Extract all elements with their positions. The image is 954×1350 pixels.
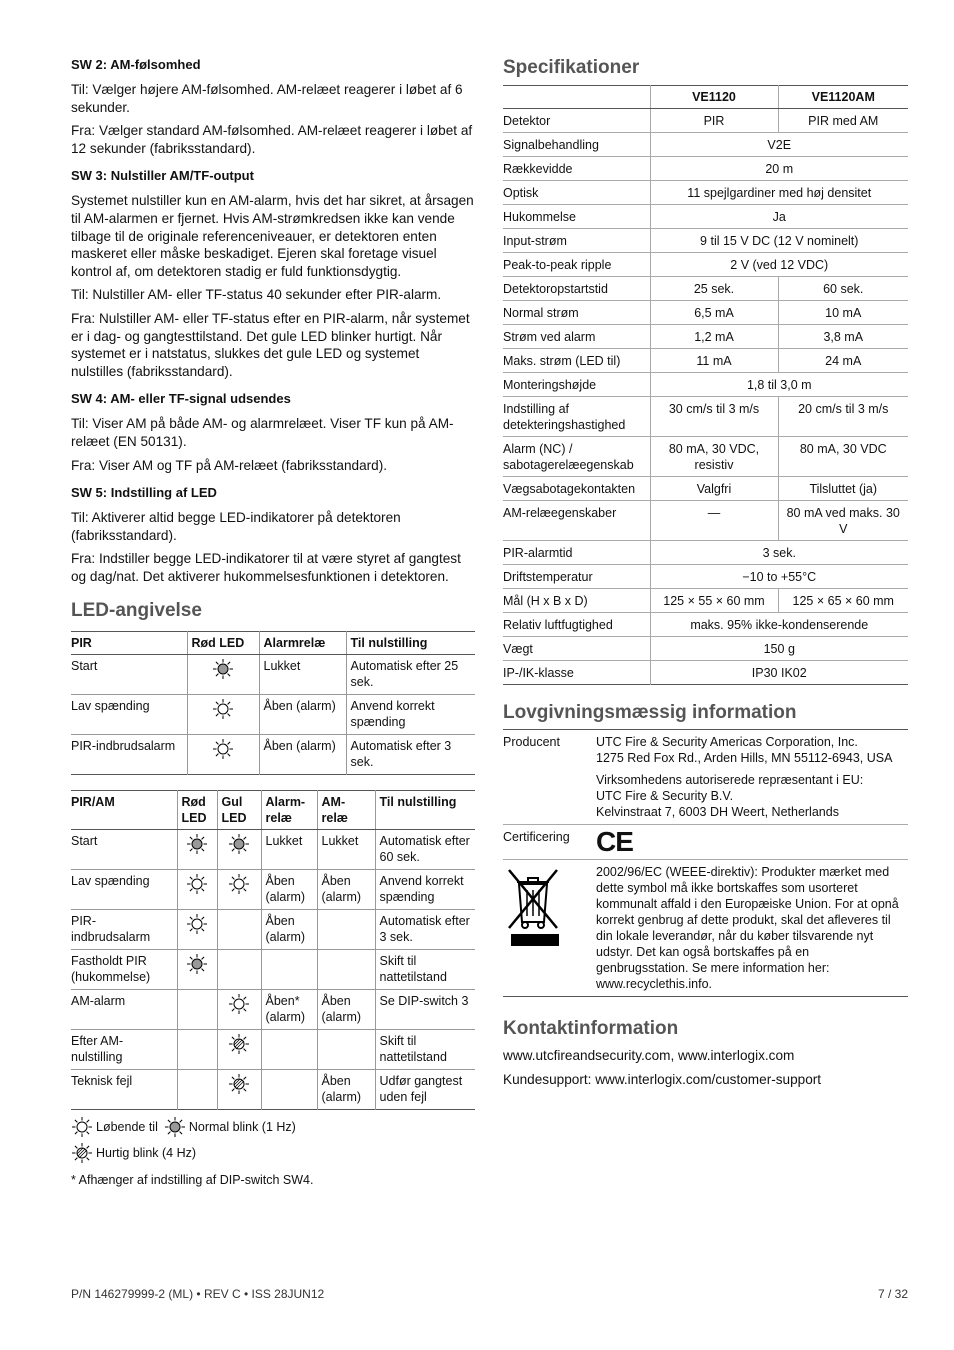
fast-led-icon bbox=[228, 1073, 250, 1095]
steady-led-icon bbox=[228, 993, 250, 1015]
spec-value-ve1120: 25 sek. bbox=[650, 277, 778, 301]
sw5-on: Til: Aktiverer altid begge LED-indikatorer på detektoren (fabriksstandard). bbox=[71, 510, 401, 543]
alarm-relay-cell: Åben* (alarm) bbox=[261, 990, 317, 1030]
spec-value: 11 spejlgardiner med høj densitet bbox=[650, 181, 908, 205]
reset-cell: Automatisk efter 60 sek. bbox=[375, 830, 475, 870]
spec-label: Vægsabotagekontakten bbox=[503, 477, 650, 501]
spec-row bbox=[503, 589, 908, 613]
spec-row bbox=[503, 301, 908, 325]
reset-cell: Automatisk efter 25 sek. bbox=[346, 655, 475, 695]
table-row bbox=[71, 830, 475, 870]
spec-row bbox=[503, 253, 908, 277]
spec-row bbox=[503, 397, 908, 437]
spec-label: Monteringshøjde bbox=[503, 373, 650, 397]
spec-value-ve1120: Valgfri bbox=[650, 477, 778, 501]
red-led-cell bbox=[177, 1070, 217, 1110]
spec-row bbox=[503, 109, 908, 133]
state-name: Lav spænding bbox=[71, 870, 177, 910]
alarm-relay-cell bbox=[261, 950, 317, 990]
steady-led-icon bbox=[71, 1116, 93, 1138]
rep-line-1: Virksomhedens autoriserede repræsentant i EU: bbox=[596, 773, 864, 787]
spec-row bbox=[503, 277, 908, 301]
state-name: AM-alarm bbox=[71, 990, 177, 1030]
alarm-relay-cell: Åben (alarm) bbox=[261, 910, 317, 950]
spec-row bbox=[503, 205, 908, 229]
col-alarm-relay: Alarm-relæ bbox=[261, 791, 317, 830]
steady-led-icon bbox=[228, 873, 250, 895]
spec-row bbox=[503, 181, 908, 205]
left-column bbox=[71, 56, 475, 1188]
alarm-relay-cell: Lukket bbox=[259, 655, 346, 695]
col-ve1120am: VE1120AM bbox=[778, 86, 908, 109]
spec-label: Input-strøm bbox=[503, 229, 650, 253]
am-relay-cell: Åben (alarm) bbox=[317, 990, 375, 1030]
reset-cell: Skift til nattetilstand bbox=[375, 1030, 475, 1070]
footer-page-number: 7 / 32 bbox=[877, 1287, 908, 1301]
spec-row bbox=[503, 133, 908, 157]
col-yellow-led: Gul LED bbox=[217, 791, 261, 830]
spec-row bbox=[503, 373, 908, 397]
producer-info bbox=[596, 730, 908, 825]
spec-label: Hukommelse bbox=[503, 205, 650, 229]
alarm-relay-cell: Lukket bbox=[261, 830, 317, 870]
normal-led-icon bbox=[186, 953, 208, 975]
state-name: Efter AM-nulstilling bbox=[71, 1030, 177, 1070]
led-title: LED-angivelse bbox=[71, 600, 202, 622]
spec-label: Mål (H x B x D) bbox=[503, 589, 650, 613]
yellow-led-cell bbox=[217, 1030, 261, 1070]
sw2-on: Til: Vælger højere AM-følsomhed. AM-relæet reagerer i løbet af 6 sekunder. bbox=[71, 82, 463, 115]
weee-bin-icon bbox=[503, 864, 563, 948]
spec-label: Rækkevidde bbox=[503, 157, 650, 181]
alarm-relay-cell: Åben (alarm) bbox=[259, 735, 346, 775]
spec-value-ve1120am: 80 mA, 30 VDC bbox=[778, 437, 908, 477]
sw4-on: Til: Viser AM på både AM- og alarmrelæet. Viser TF kun på AM-relæet (EN 50131). bbox=[71, 416, 454, 449]
spec-row bbox=[503, 157, 908, 181]
state-name: Fastholdt PIR (hukommelse) bbox=[71, 950, 177, 990]
table-row bbox=[71, 735, 475, 775]
am-relay-cell: Åben (alarm) bbox=[317, 870, 375, 910]
steady-led-icon bbox=[186, 913, 208, 935]
spec-label: Indstilling af detekteringshastighed bbox=[503, 397, 650, 437]
yellow-led-cell bbox=[217, 910, 261, 950]
state-name: PIR-indbrudsalarm bbox=[71, 910, 177, 950]
alarm-relay-cell bbox=[261, 1070, 317, 1110]
red-led-cell bbox=[177, 990, 217, 1030]
ce-mark-icon: CE bbox=[596, 826, 633, 857]
am-relay-cell: Åben (alarm) bbox=[317, 1070, 375, 1110]
rep-line-3: Kelvinstraat 7, 6003 DH Weert, Netherlands bbox=[596, 805, 839, 819]
spec-row bbox=[503, 437, 908, 477]
reset-cell: Anvend korrekt spænding bbox=[346, 695, 475, 735]
spec-value-ve1120: PIR bbox=[650, 109, 778, 133]
sw5-heading: SW 5: Indstilling af LED bbox=[71, 485, 217, 501]
led-legend bbox=[71, 1116, 475, 1188]
red-led-cell bbox=[177, 910, 217, 950]
spec-value-ve1120: 1,2 mA bbox=[650, 325, 778, 349]
right-column bbox=[503, 56, 908, 1095]
table-row bbox=[71, 1030, 475, 1070]
spec-value-ve1120am: 3,8 mA bbox=[778, 325, 908, 349]
spec-label: Maks. strøm (LED til) bbox=[503, 349, 650, 373]
spec-value: 9 til 15 V DC (12 V nominelt) bbox=[650, 229, 908, 253]
col-pir: PIR bbox=[71, 632, 187, 655]
spec-value: Ja bbox=[650, 205, 908, 229]
red-led-cell bbox=[187, 695, 259, 735]
spec-value-ve1120am: Tilsluttet (ja) bbox=[778, 477, 908, 501]
state-name: Teknisk fejl bbox=[71, 1070, 177, 1110]
spec-value-ve1120: — bbox=[650, 501, 778, 541]
red-led-cell bbox=[177, 830, 217, 870]
reset-cell: Udfør gangtest uden fejl bbox=[375, 1070, 475, 1110]
yellow-led-cell bbox=[217, 990, 261, 1030]
steady-led-icon bbox=[212, 738, 234, 760]
spec-value-ve1120: 11 mA bbox=[650, 349, 778, 373]
reset-cell: Se DIP-switch 3 bbox=[375, 990, 475, 1030]
spec-label: Peak-to-peak ripple bbox=[503, 253, 650, 277]
producer-label: Producent bbox=[503, 735, 560, 749]
spec-label: Signalbehandling bbox=[503, 133, 650, 157]
spec-value-ve1120am: PIR med AM bbox=[778, 109, 908, 133]
legend-normal: Normal blink (1 Hz) bbox=[188, 1120, 296, 1135]
steady-led-icon bbox=[186, 873, 208, 895]
yellow-led-cell bbox=[217, 1070, 261, 1110]
contact-support[interactable]: Kundesupport: www.interlogix.com/customer-support bbox=[503, 1072, 822, 1087]
spec-value-ve1120: 6,5 mA bbox=[650, 301, 778, 325]
state-name: Start bbox=[71, 659, 98, 674]
spec-value-ve1120am: 10 mA bbox=[778, 301, 908, 325]
spec-value-ve1120am: 125 × 65 × 60 mm bbox=[778, 589, 908, 613]
producer-line-2: 1275 Red Fox Rd., Arden Hills, MN 55112-6943, USA bbox=[596, 751, 893, 765]
alarm-relay-cell bbox=[261, 1030, 317, 1070]
sw2-section bbox=[71, 56, 475, 157]
col-reset: Til nulstilling bbox=[346, 632, 475, 655]
spec-label: Optisk bbox=[503, 181, 650, 205]
sw2-off: Fra: Vælger standard AM-følsomhed. AM-relæet reagerer i løbet af 12 sekunder (fabriksstandard). bbox=[71, 123, 473, 156]
table-row bbox=[71, 910, 475, 950]
table-row bbox=[71, 655, 475, 695]
spec-value-ve1120am: 24 mA bbox=[778, 349, 908, 373]
spec-row bbox=[503, 637, 908, 661]
spec-value-ve1120am: 60 sek. bbox=[778, 277, 908, 301]
alarm-relay-cell: Åben (alarm) bbox=[261, 870, 317, 910]
spec-label: Vægt bbox=[503, 637, 650, 661]
spec-label: PIR-alarmtid bbox=[503, 541, 650, 565]
contact-websites[interactable]: www.utcfireandsecurity.com, www.interlogix.com bbox=[503, 1048, 795, 1063]
red-led-cell bbox=[187, 655, 259, 695]
spec-label: AM-relæegenskaber bbox=[503, 501, 650, 541]
spec-label: Relativ luftfugtighed bbox=[503, 613, 650, 637]
legend-steady: Løbende til bbox=[96, 1120, 158, 1135]
led-table-pir bbox=[71, 631, 475, 775]
fast-blink-icon bbox=[71, 1142, 93, 1164]
legal-table bbox=[503, 729, 908, 997]
spec-row bbox=[503, 477, 908, 501]
footer-part-number: P/N 146279999-2 (ML) • REV C • ISS 28JUN12 bbox=[71, 1287, 325, 1301]
led-table-pir-am bbox=[71, 790, 475, 1110]
spec-value-ve1120: 80 mA, 30 VDC, resistiv bbox=[650, 437, 778, 477]
sw3-section bbox=[71, 167, 475, 380]
spec-value: V2E bbox=[650, 133, 908, 157]
rep-line-2: UTC Fire & Security B.V. bbox=[596, 789, 734, 803]
spec-value: 1,8 til 3,0 m bbox=[650, 373, 908, 397]
sw4-section bbox=[71, 390, 475, 474]
sw2-heading: SW 2: AM-følsomhed bbox=[71, 57, 201, 72]
state-name: Lav spænding bbox=[71, 695, 187, 735]
table-row bbox=[71, 990, 475, 1030]
sw4-off: Fra: Viser AM og TF på AM-relæet (fabriksstandard). bbox=[71, 457, 388, 473]
red-led-cell bbox=[187, 735, 259, 775]
red-led-cell bbox=[177, 1030, 217, 1070]
spec-label: Alarm (NC) / sabotagerelæegenskab bbox=[503, 437, 650, 477]
spec-label: Detektor bbox=[503, 114, 551, 128]
spec-label: IP-/IK-klasse bbox=[503, 661, 650, 685]
state-name: Start bbox=[71, 834, 98, 849]
red-led-cell bbox=[177, 950, 217, 990]
normal-blink-icon bbox=[164, 1116, 186, 1138]
spec-value: 3 sek. bbox=[650, 541, 908, 565]
alarm-relay-cell: Åben (alarm) bbox=[259, 695, 346, 735]
weee-text: 2002/96/EC (WEEE-direktiv): Produkter mærket med dette symbol må ikke bortskaffes som usorteret kommunalt affald i den Europæiske Union. For at opnå korrekt genbrug af dette produkt, skal det afleveres til din lokale leverandør, når du køber tilsvarende nyt udstyr. Det kan også bortskaffes på en genbrugsstation. Se mere information her: www.recyclethis.info. bbox=[596, 860, 908, 997]
spec-row bbox=[503, 349, 908, 373]
spec-value: 20 m bbox=[650, 157, 908, 181]
sw5-off: Fra: Indstiller begge LED-indikatorer til at være styret af gangtest og dag/nat. Det aktiverer hukommelsesfunktionen i detektoren. bbox=[71, 551, 461, 584]
spec-value-ve1120am: 80 mA ved maks. 30 V bbox=[778, 501, 908, 541]
spec-label: Strøm ved alarm bbox=[503, 325, 650, 349]
normal-led-icon bbox=[186, 833, 208, 855]
spec-value-ve1120: 30 cm/s til 3 m/s bbox=[650, 397, 778, 437]
col-alarm-relay: Alarmrelæ bbox=[259, 632, 346, 655]
col-ve1120: VE1120 bbox=[650, 86, 778, 109]
spec-row bbox=[503, 325, 908, 349]
table-row bbox=[71, 950, 475, 990]
spec-value: −10 to +55°C bbox=[650, 565, 908, 589]
weee-icon-cell bbox=[503, 860, 596, 997]
spec-value: 2 V (ved 12 VDC) bbox=[650, 253, 908, 277]
sw4-heading: SW 4: AM- eller TF-signal udsendes bbox=[71, 391, 291, 407]
table-row bbox=[71, 870, 475, 910]
legal-title: Lovgivningsmæssig information bbox=[503, 702, 797, 723]
producer-line-1: UTC Fire & Security Americas Corporation, Inc. bbox=[596, 735, 858, 749]
spec-table bbox=[503, 85, 908, 685]
sw3-off: Fra: Nulstiller AM- eller TF-status efter en PIR-alarm, når systemet er i dag- og gangtesttilstand. Det gule LED blinker hurtigt. Når systemet er i natstatus, slukkes det gule LED og systemet nulstilles (fabriksstandard). bbox=[71, 310, 470, 379]
spec-value-ve1120: 125 × 55 × 60 mm bbox=[650, 589, 778, 613]
yellow-led-cell bbox=[217, 870, 261, 910]
state-name: PIR-indbrudsalarm bbox=[71, 735, 187, 775]
col-pir-am: PIR/AM bbox=[71, 791, 177, 830]
reset-cell: Automatisk efter 3 sek. bbox=[346, 735, 475, 775]
am-relay-cell bbox=[317, 1030, 375, 1070]
sw3-heading: SW 3: Nulstiller AM/TF-output bbox=[71, 168, 254, 184]
spec-label: Normal strøm bbox=[503, 301, 650, 325]
col-reset: Til nulstilling bbox=[375, 791, 475, 830]
fast-led-icon bbox=[228, 1033, 250, 1055]
normal-led-icon bbox=[228, 833, 250, 855]
am-relay-cell bbox=[317, 950, 375, 990]
spec-label: Driftstemperatur bbox=[503, 565, 650, 589]
sw3-on: Til: Nulstiller AM- eller TF-status 40 sekunder efter PIR-alarm. bbox=[71, 287, 442, 303]
spec-label-col bbox=[503, 86, 650, 109]
sw3-desc: Systemet nulstiller kun en AM-alarm, hvis det har sikret, at årsagen til AM-alarmen er fjernet. Hvis AM-strømkredsen ikke kan vende tilbage til de originale referenceniveauer, er detektoren enten maskeret eller måske beskadiget. Ejeren skal foretage visuel kontrol af, om detektoren stadig er fuld funktionsdygtig. bbox=[71, 193, 474, 279]
spec-value-ve1120am: 20 cm/s til 3 m/s bbox=[778, 397, 908, 437]
col-red-led: Rød LED bbox=[187, 632, 259, 655]
table-row bbox=[71, 1070, 475, 1110]
spec-value: IP30 IK02 bbox=[650, 661, 908, 685]
spec-label: Detektoropstartstid bbox=[503, 277, 650, 301]
am-relay-cell: Lukket bbox=[317, 830, 375, 870]
red-led-cell bbox=[177, 870, 217, 910]
reset-cell: Automatisk efter 3 sek. bbox=[375, 910, 475, 950]
spec-row bbox=[503, 229, 908, 253]
am-relay-cell bbox=[317, 910, 375, 950]
reset-cell: Anvend korrekt spænding bbox=[375, 870, 475, 910]
spec-row bbox=[503, 501, 908, 541]
spec-value: 150 g bbox=[650, 637, 908, 661]
yellow-led-cell bbox=[217, 830, 261, 870]
col-am-relay: AM-relæ bbox=[317, 791, 375, 830]
spec-value: maks. 95% ikke-kondenserende bbox=[650, 613, 908, 637]
spec-row bbox=[503, 541, 908, 565]
cert-label: Certificering bbox=[503, 825, 596, 860]
steady-led-icon bbox=[212, 698, 234, 720]
footnote: * Afhænger af indstilling af DIP-switch SW4. bbox=[71, 1173, 314, 1188]
spec-row bbox=[503, 613, 908, 637]
spec-row bbox=[503, 661, 908, 685]
table-row bbox=[71, 695, 475, 735]
contact-title: Kontaktinformation bbox=[503, 1018, 679, 1039]
legend-fast: Hurtig blink (4 Hz) bbox=[96, 1146, 197, 1161]
reset-cell: Skift til nattetilstand bbox=[375, 950, 475, 990]
col-red-led: Rød LED bbox=[177, 791, 217, 830]
yellow-led-cell bbox=[217, 950, 261, 990]
spec-row bbox=[503, 565, 908, 589]
normal-led-icon bbox=[212, 658, 234, 680]
sw5-section bbox=[71, 484, 475, 585]
spec-title: Specifikationer bbox=[503, 57, 640, 78]
ce-mark bbox=[596, 825, 908, 860]
